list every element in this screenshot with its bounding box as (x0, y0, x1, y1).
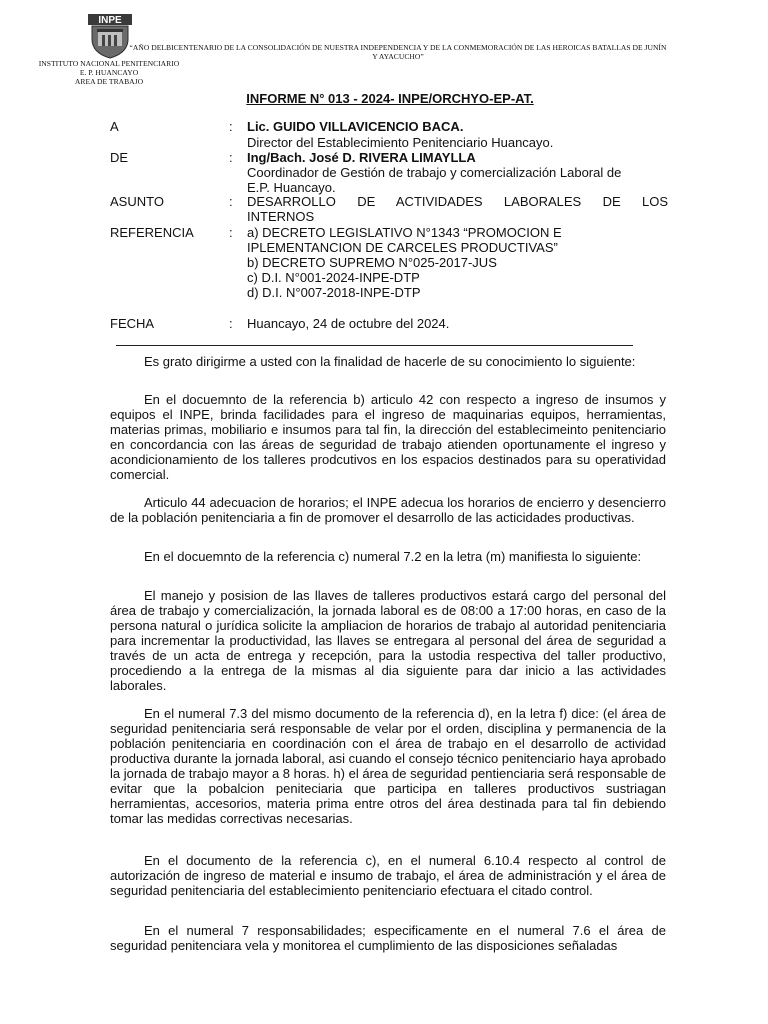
establishment-name: E. P. HUANCAYO (79, 68, 139, 77)
sender-role-line-2: E.P. Huancayo. (247, 180, 336, 195)
subject-line-1: DESARROLLO DE ACTIVIDADES LABORALES DE LOS (247, 194, 668, 209)
paragraph-numeral-7-6: En el numeral 7 responsabilidades; especificamente en el numeral 7.6 el área de seguridad penitenciara vela y monitorea el cumplimiento de las disposiciones señaladas (110, 923, 666, 953)
official-slogan: “AÑO DELBICENTENARIO DE LA CONSOLIDACIÓN DE NUESTRA INDEPENDENCIA Y DE LA CONMEMORACIÓN DE LAS HEROICAS BATALLAS DE JUNÍN Y AYACUCHO” (129, 43, 667, 61)
label-de: DE (110, 150, 129, 165)
colon: : (229, 194, 233, 209)
reference-b: b) DECRETO SUPREMO N°025-2017-JUS (247, 255, 497, 270)
label-fecha: FECHA (110, 316, 155, 331)
report-date: Huancayo, 24 de octubre del 2024. (247, 316, 450, 331)
label-asunto: ASUNTO (110, 194, 164, 209)
colon: : (229, 316, 233, 331)
paragraph-intro: Es grato dirigirme a usted con la finalidad de hacerle de su conocimiento lo siguiente: (144, 354, 636, 369)
paragraph-numeral-6-10-4: En el documento de la referencia c), en el numeral 6.10.4 respecto al control de autorización de ingreso de material e insumo de trabajo, el área de administración y el área de seguridad penitenciaria del establecimiento penitenciario efectuara el citado control. (110, 853, 666, 898)
institution-name: INSTITUTO NACIONAL PENITENCIARIO (38, 59, 180, 68)
paragraph-keys-management: El manejo y posision de las llaves de talleres productivos estará cargo del personal del área de trabajo y comercialización, la jornada laboral es de 08:00 a 17:00 horas, en caso de la persona natural o jurídica solicite la ampliacion de horarios de trabajo al autoridad penitenciaria para incrementar la productividad, las llaves se entregara al personal del área de seguridad a través de un acta de entrega y recepción, para la ustodia respectiva del taller productivo, procediendo a la entrega de la mismas al dia siguiente para dar inicio a las actividades laborales. (110, 588, 666, 693)
reference-c: c) D.I. N°001-2024-INPE-DTP (247, 270, 420, 285)
reference-a-line-2: IPLEMENTANCION DE CARCELES PRODUCTIVAS” (247, 240, 558, 255)
colon: : (229, 225, 233, 240)
paragraph-article-44: Articulo 44 adecuacion de horarios; el INPE adecua los horarios de encierro y desencierro de la población penitenciaria a fin de promover el desarrollo de las acticidades productivas. (110, 495, 666, 525)
report-title: INFORME N° 013 - 2024- INPE/ORCHYO-EP-AT. (246, 91, 534, 106)
paragraph-article-42: En el docuemnto de la referencia b) articulo 42 con respecto a ingreso de insumos y equipos el INPE, brinda facilidades para el ingreso de maquinarias equipos, herramientas, materias primas, mobiliario e insumos para tal fin, la dirección del establecimeinto penitenciario en concordancia con las áreas de seguridad de trabajo atienden oportunamente el ingreso y acondicionamiento de los talleres prodcutivos en los espacios destinados para su operatividad comercial. (110, 392, 666, 482)
header-divider (116, 345, 633, 346)
subject-line-2: INTERNOS (247, 209, 315, 224)
sender-role-line-1: Coordinador de Gestión de trabajo y comercialización Laboral de (247, 165, 622, 180)
reference-a-line-1: a) DECRETO LEGISLATIVO N°1343 “PROMOCION E (247, 225, 562, 240)
colon: : (229, 150, 233, 165)
sender-name: Ing/Bach. José D. RIVERA LIMAYLLA (247, 150, 476, 165)
paragraph-numeral-7-3: En el numeral 7.3 del mismo documento de la referencia d), en la letra f) dice: (el área de seguridad penitenciaria será responsable de velar por el orden, disciplina y permanencia de la población penitenciaria en coordinación con el área de trabajo en el desarrollo de actividad productiva durante la jornada laboral, asi cuando el consejo técnico penitenciario haya aprobado la jornada de trabajo mayor a 8 horas. h) el área de seguridad pentienciaria será responsable de evitar que la pobalcion peniteciaria que participa en talleres productivos sustriagan herramientas, accesorios, materia prima entre otros del área destinada para tal fin debiendo tomar las medidas correctivas necesarias. (110, 706, 666, 826)
recipient-name: Lic. GUIDO VILLAVICENCIO BACA. (247, 119, 464, 134)
area-name: AREA DE TRABAJO (74, 77, 144, 86)
logo-text: INPE (98, 15, 122, 26)
colon: : (229, 119, 233, 134)
recipient-role: Director del Establecimiento Penitenciario Huancayo. (247, 135, 554, 150)
label-referencia: REFERENCIA (110, 225, 194, 240)
paragraph-reference-c: En el docuemnto de la referencia c) numeral 7.2 en la letra (m) manifiesta lo siguiente: (144, 549, 642, 564)
reference-d: d) D.I. N°007-2018-INPE-DTP (247, 285, 421, 300)
label-a: A (110, 119, 119, 134)
